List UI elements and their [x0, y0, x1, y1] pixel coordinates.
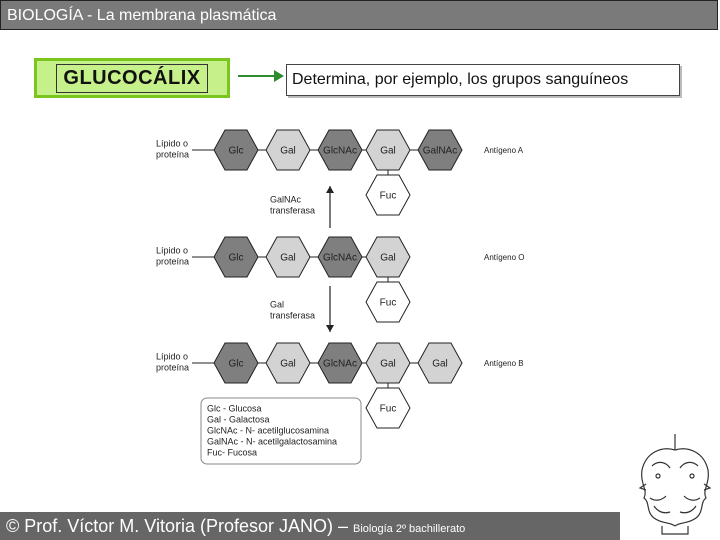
- description-box: Determina, por ejemplo, los grupos sanguíneos: [286, 64, 680, 96]
- fuc-label: Fuc: [379, 403, 397, 415]
- sugar-label: Gal: [380, 358, 396, 370]
- lipid-label: proteína: [156, 256, 190, 267]
- lipid-label: proteína: [156, 362, 190, 373]
- sugar-label: GlcNAc: [323, 145, 357, 157]
- lipid-label: Lípido o: [156, 351, 189, 362]
- sugar-label: Glc: [228, 145, 244, 157]
- footer-course: Biología 2º bachillerato: [353, 523, 466, 535]
- arrow-head-icon: [326, 186, 334, 193]
- page-title: BIOLOGÍA - La membrana plasmática: [0, 0, 718, 30]
- arrow-head-icon: [326, 325, 334, 332]
- enzyme-label: Gal: [270, 299, 285, 310]
- sugar-label: GlcNAc: [323, 358, 357, 370]
- sugar-label: Gal: [380, 145, 396, 157]
- sugar-label: Gal: [280, 145, 296, 157]
- antigen-label: Antígeno O: [484, 253, 525, 263]
- legend-entry: GalNAc - N- acetilgalactosamina: [207, 436, 338, 447]
- legend-entry: Fuc- Fucosa: [207, 447, 258, 458]
- sugar-label: Gal: [280, 252, 296, 264]
- legend-entry: Glc - Glucosa: [207, 403, 262, 414]
- sugar-label: Glc: [228, 252, 244, 264]
- sugar-label: Gal: [380, 252, 396, 264]
- glucocalix-label: GLUCOCÁLIX: [56, 64, 207, 93]
- lipid-label: Lípido o: [156, 138, 189, 149]
- fuc-label: Fuc: [379, 190, 397, 202]
- legend-entry: GlcNAc - N- acetilglucosamina: [207, 425, 330, 436]
- enzyme-label: transferasa: [270, 205, 316, 216]
- sugar-label: GlcNAc: [323, 252, 357, 264]
- lipid-label: Lípido o: [156, 245, 189, 256]
- fuc-label: Fuc: [379, 297, 397, 309]
- lipid-label: proteína: [156, 149, 190, 160]
- footer-author: © Prof. Víctor M. Vitoria (Profesor JANO) –: [6, 516, 354, 536]
- sugar-label: Gal: [432, 358, 448, 370]
- footer: [0, 512, 620, 540]
- janus-head-logo: [632, 432, 718, 536]
- enzyme-label: transferasa: [270, 310, 316, 321]
- legend-entry: Gal - Galactosa: [207, 414, 270, 425]
- enzyme-label: GalNAc: [270, 194, 302, 205]
- antigen-label: Antígeno A: [484, 146, 524, 156]
- sugar-label: GalNAc: [422, 145, 458, 157]
- sugar-label: Glc: [228, 358, 244, 370]
- antigen-label: Antígeno B: [484, 359, 524, 369]
- sugar-label: Gal: [280, 358, 296, 370]
